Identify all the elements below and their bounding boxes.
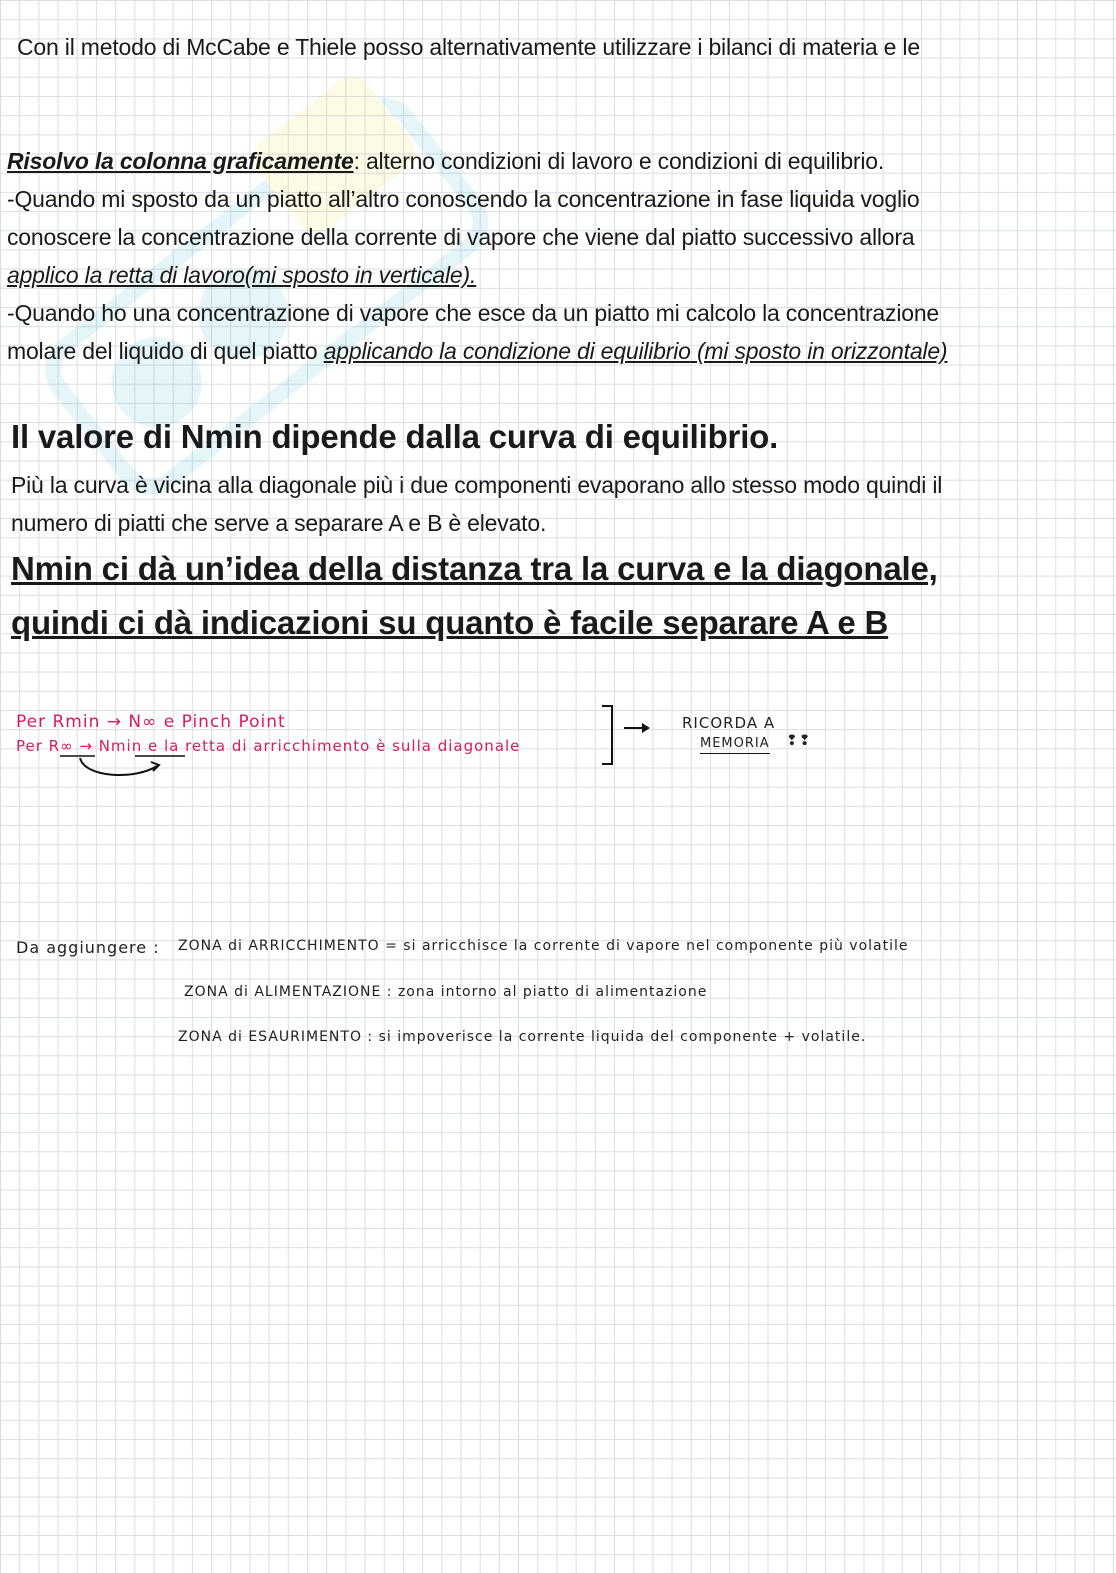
working-line-link: applico la retta di lavoro bbox=[7, 262, 245, 288]
paragraph1-line3 bbox=[7, 262, 476, 289]
section1-title-suffix: : alterno condizioni di lavoro e condizioni di equilibrio. bbox=[353, 148, 885, 174]
paragraph2-prefix: molare del liquido di quel piatto bbox=[7, 338, 324, 364]
paragraph3-line1: Più la curva è vicina alla diagonale più i due componenti evaporano allo stesso modo quindi il bbox=[11, 472, 943, 498]
section1-title-line bbox=[7, 148, 884, 175]
emphasis-line2: quindi ci dà indicazioni su quanto è facile separare A e B bbox=[11, 604, 889, 641]
addendum-line1: ZONA di ARRICCHIMENTO = si arricchisce la corrente di vapore nel componente più volatile bbox=[178, 938, 909, 954]
handwritten-note-line1: Per Rmin → N∞ e Pinch Point bbox=[16, 712, 286, 732]
paragraph3-line2: numero di piatti che serve a separare A e B è elevato. bbox=[11, 510, 547, 536]
paragraph1-line2: conoscere la concentrazione della corrente di vapore che viene dal piatto successivo allora bbox=[7, 224, 915, 250]
curved-arrow-icon bbox=[55, 752, 185, 782]
addendum-label: Da aggiungere : bbox=[16, 938, 160, 957]
addendum-line3: ZONA di ESAURIMENTO : si impoverisce la corrente liquida del componente + volatile. bbox=[178, 1029, 867, 1045]
handwritten-note-line2: Per R∞ → Nmin e la retta di arricchimento è sulla diagonale bbox=[16, 737, 521, 755]
intro-text: Con il metodo di McCabe e Thiele posso alternativamente utilizzare i bilanci di materia e le bbox=[17, 34, 920, 60]
nmin-heading: Il valore di Nmin dipende dalla curva di equilibrio. bbox=[11, 418, 779, 455]
paragraph2-line1: -Quando ho una concentrazione di vapore che esce da un piatto mi calcolo la concentrazione bbox=[7, 300, 939, 326]
equilibrium-note: (mi sposto in orizzontale) bbox=[690, 338, 948, 364]
equilibrium-link: applicando la condizione di equilibrio bbox=[323, 338, 691, 364]
working-line-note: (mi sposto in verticale). bbox=[244, 262, 477, 288]
paragraph1-line1: -Quando mi sposto da un piatto all’altro conoscendo la concentrazione in fase liquida voglio bbox=[7, 186, 920, 212]
paragraph2-line2 bbox=[7, 338, 947, 365]
emphasis-line1: Nmin ci dà un’idea della distanza tra la curva e la diagonale, bbox=[11, 550, 938, 587]
reminder-line2: MEMORIA bbox=[700, 736, 770, 754]
addendum-line2: ZONA di ALIMENTAZIONE : zona intorno al piatto di alimentazione bbox=[184, 984, 708, 1000]
section1-title: Risolvo la colonna graficamente bbox=[7, 148, 354, 174]
exclamation-icon: ❢❢ bbox=[786, 733, 812, 749]
reminder-line1: RICORDA A bbox=[682, 714, 776, 732]
bracket-arrow-icon bbox=[598, 704, 658, 768]
